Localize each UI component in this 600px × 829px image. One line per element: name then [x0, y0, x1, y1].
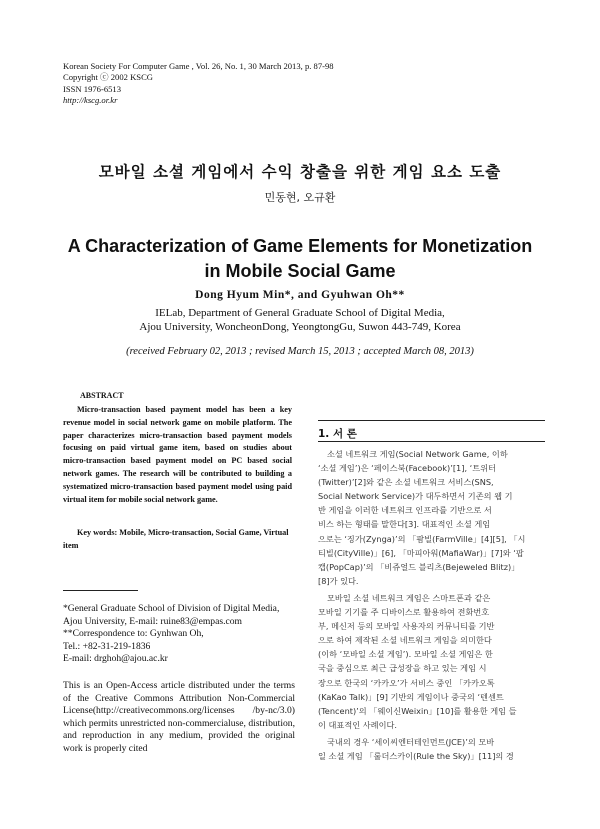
received-dates: (received February 02, 2013 ; revised March 15, 2013 ; accepted March 08, 2013): [126, 346, 474, 357]
journal-issn: ISSN 1976-6513: [63, 83, 122, 94]
text-line: 소셜 네트워크 게임(Social Network Game, 이하: [327, 449, 508, 459]
text-line: (이하 ‘모바일 소셜 게임’). 모바일 소셜 게임은 한: [318, 649, 493, 660]
text-line: 국을 중심으로 최근 급성장을 하고 있는 게임 시: [318, 663, 487, 674]
text-line: 국내의 경우 ‘세이씨엔터테인먼트(JCE)’의 모바: [327, 737, 495, 747]
text-line: 캡(PopCap)’의 「비쥬얼드 블리츠(Bejeweled Blitz)」: [318, 561, 520, 572]
paragraph-3: [318, 735, 545, 763]
journal-citation: Korean Society For Computer Game , Vol. 26, No. 1, 30 March 2013, p. 87-98: [63, 61, 334, 71]
text-line: 이 대표적인 사례이다.: [318, 719, 397, 730]
keywords: Key words: Mobile, Micro-transaction, Social Game, Virtual item: [63, 528, 289, 550]
abstract-body: Micro-transaction based payment model has been a key revenue model in social network game on mobile platform. The paper characterizes micro-transaction based payment models focusing on paid virtual game item, based on studies about micro-transaction based payment model on PC based social network games. The research will be contributed to building a systematized micro-transaction based payment model using paid virtual item for mobile social network game.: [63, 405, 292, 504]
section-top-rule: [318, 420, 545, 421]
title-korean: 모바일 소셜 게임에서 수익 창출을 위한 게임 요소 도출: [98, 163, 502, 181]
text-line: 부, 메신저 등의 모바일 사용자의 커뮤니티를 기반: [318, 621, 495, 632]
journal-url[interactable]: http://kscg.or.kr: [63, 94, 118, 105]
license-notice: This is an Open-Access article distributed under the terms of the Creative Commons Attribution Non-Commercial License(http://creativecommons.org/licenses /by-nc/3.0) which permits unrestricted non-commercialuse, distribution, and reproduction in any medium, provided the original work is properly cited: [63, 680, 295, 754]
text-line: (Twitter)’[2]와 같은 소셜 네트워크 서비스(SNS,: [318, 477, 494, 488]
text-line: 으로는 ‘징가(Zynga)’의 「팜빌(FarmVille」[4][5], 「시: [318, 533, 526, 544]
section-heading: 1. 서 론: [318, 428, 357, 440]
text-line: ‘소셜 게임’)은 ‘페이스북(Facebook)’[1], ‘트위터: [318, 463, 496, 474]
section-bottom-rule: [318, 441, 545, 442]
affiliation-line-2: Ajou University, WoncheonDong, YeongtongGu, Suwon 443-749, Korea: [139, 321, 461, 333]
text-line: 으로 하여 제작된 소셜 네트워크 게임을 의미한다: [318, 635, 492, 646]
paragraph-1: [318, 447, 545, 588]
text-line: 모바일 기기를 주 디바이스로 활용하여 전화번호: [318, 607, 490, 618]
journal-copyright: Copyright ⓒ 2002 KSCG: [63, 72, 154, 83]
title-english: A Characterization of Game Elements for Monetization in Mobile Social Game: [67, 236, 533, 281]
text-line: [8]가 있다.: [318, 575, 359, 586]
text-line: (KaKao Talk)」[9] 기반의 게임이나 중국의 ‘텐센트: [318, 691, 504, 702]
footnotes: [63, 603, 295, 666]
text-line: Social Network Service)가 대두하면서 기존의 웹 기: [318, 491, 513, 502]
affiliation: [0, 306, 600, 334]
text-line: 반 게임을 이러한 네트워크 인프라를 기반으로 서: [318, 505, 492, 516]
footnote-line: **Correspondence to: Gynhwan Oh,: [63, 628, 204, 639]
text-line: 모바일 소셜 네트워크 게임은 스마트폰과 같은: [327, 593, 491, 603]
footnote-line: *General Graduate School of Division of Digital Media,: [63, 603, 280, 614]
text-line: 티빌(CityVille)」[6], 「마피아워(MafiaWar)」[7]와 ‘팝: [318, 547, 524, 558]
footnote-line: E-mail: drghoh@ajou.ac.kr: [63, 653, 168, 664]
affiliation-line-1: IELab, Department of General Graduate School of Digital Media,: [155, 307, 445, 319]
paragraph-2: [318, 591, 545, 732]
text-line: 장으로 한국의 ‘카카오’가 서비스 중인 「카카오톡: [318, 677, 495, 688]
authors-english: Dong Hyum Min*, and Gyuhwan Oh**: [195, 289, 405, 301]
footnote-divider: [63, 590, 138, 591]
footnote-line: Ajou University, E-mail: ruine83@empas.com: [63, 615, 242, 627]
text-line: 일 소셜 게임 「룰더스카이(Rule the Sky)」[11]의 경: [318, 751, 514, 762]
journal-header: [63, 61, 334, 106]
footnote-line: Tel.: +82-31-219-1836: [63, 640, 151, 652]
text-line: (Tencent)’의 「웨이신Weixin」[10]를 활용한 게임 들: [318, 705, 517, 716]
text-line: 비스 하는 형태를 말한다[3]. 대표적인 소셜 게임: [318, 519, 491, 530]
authors-korean: 민동현, 오규환: [264, 191, 336, 204]
abstract-heading: ABSTRACT: [80, 391, 124, 400]
